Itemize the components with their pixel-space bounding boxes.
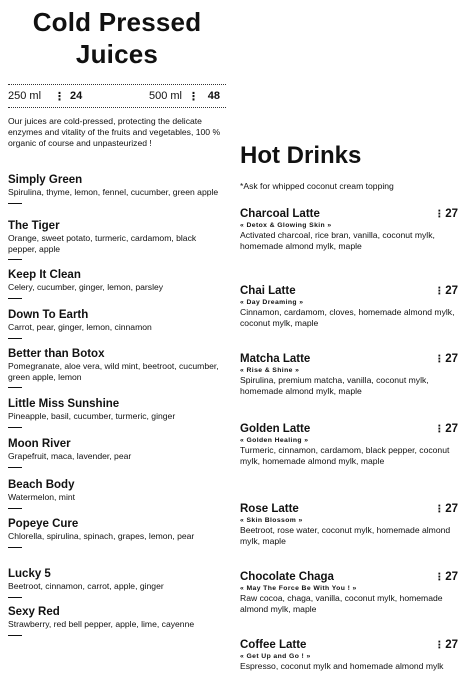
juice-item (8, 268, 226, 299)
dotted-separator: ⋮ (434, 209, 444, 220)
drink-item (240, 502, 458, 546)
drink-tagline: « Golden Healing » (240, 437, 309, 444)
drink-price: 27 (445, 571, 458, 583)
juice-item (8, 173, 226, 204)
dotted-separator: ⋮ (434, 504, 444, 515)
juice-name: Simply Green (8, 174, 83, 186)
juice-name: Beach Body (8, 479, 75, 491)
drink-price-wrap (434, 571, 458, 583)
drink-item (240, 638, 458, 672)
juice-name: Little Miss Sunshine (8, 398, 120, 410)
juice-ingredients: Orange, sweet potato, turmeric, cardamom, black pepper, apple (8, 233, 197, 254)
divider (8, 298, 22, 299)
juice-item (8, 567, 226, 598)
juice-item (8, 397, 226, 428)
divider (8, 427, 22, 428)
drink-price-wrap (434, 423, 458, 435)
dotted-separator: ⋮ (188, 90, 198, 103)
drink-item (240, 422, 458, 466)
juice-ingredients: Watermelon, mint (8, 492, 76, 502)
juices-title (8, 6, 226, 70)
juice-name: Better than Botox (8, 348, 105, 360)
juice-item (8, 478, 226, 509)
juice-ingredients: Pomegranate, aloe vera, wild mint, beetroot, cucumber, green apple, lemon (8, 361, 219, 382)
size-small: 250 ml (8, 90, 42, 102)
drink-price-wrap (434, 639, 458, 651)
divider (8, 387, 22, 388)
juice-ingredients: Beetroot, cinnamon, carrot, apple, ginger (8, 581, 164, 591)
drink-name: Charcoal Latte (240, 208, 320, 220)
size-large: 500 ml (148, 90, 182, 102)
dotted-separator: ⋮ (434, 640, 444, 651)
drink-ingredients: Beetroot, rose water, coconut mylk, homemade almond mylk, maple (240, 525, 451, 546)
drink-item (240, 207, 458, 251)
drink-item (240, 352, 458, 396)
divider (8, 635, 22, 636)
drink-name: Golden Latte (240, 423, 311, 435)
juice-name: The Tiger (8, 220, 60, 232)
juice-name: Moon River (8, 438, 71, 450)
drink-name: Rose Latte (240, 503, 299, 515)
dotted-separator: ⋮ (434, 286, 444, 297)
juice-ingredients: Chlorella, spirulina, spinach, grapes, lemon, pear (8, 531, 195, 541)
juice-ingredients: Grapefruit, maca, lavender, pear (8, 451, 132, 461)
dotted-separator: ⋮ (54, 90, 64, 103)
divider (8, 203, 22, 204)
juice-item (8, 605, 226, 636)
drink-tagline: « Get Up and Go ! » (240, 653, 311, 660)
size-price-bar (8, 84, 226, 108)
cold-pressed-juices-section (8, 6, 226, 629)
juice-name: Popeye Cure (8, 518, 79, 530)
juice-item (8, 517, 226, 548)
drink-price: 27 (445, 639, 458, 651)
divider (8, 508, 22, 509)
drink-tagline: « May The Force Be With You ! » (240, 585, 357, 592)
juice-ingredients: Pineapple, basil, cucumber, turmeric, ginger (8, 411, 176, 421)
drink-price: 27 (445, 423, 458, 435)
drink-price-wrap (434, 208, 458, 220)
drink-ingredients: Cinnamon, cardamom, cloves, homemade almond mylk, coconut mylk, maple (240, 307, 455, 328)
juice-name: Sexy Red (8, 606, 60, 618)
juice-item (8, 347, 226, 388)
divider (8, 467, 22, 468)
juice-item (8, 437, 226, 468)
price-large: 48 (207, 90, 220, 102)
juice-ingredients: Celery, cucumber, ginger, lemon, parsley (8, 282, 164, 292)
juice-name: Keep It Clean (8, 269, 81, 281)
drink-name: Matcha Latte (240, 353, 311, 365)
drink-ingredients: Espresso, coconut mylk and homemade almond mylk (240, 661, 444, 671)
drink-tagline: « Day Dreaming » (240, 299, 304, 306)
drink-price-wrap (434, 503, 458, 515)
divider (8, 259, 22, 260)
drink-ingredients: Turmeric, cinnamon, cardamom, black pepper, coconut mylk, homemade almond mylk, maple (240, 445, 450, 466)
drink-ingredients: Raw cocoa, chaga, vanilla, coconut mylk, homemade almond mylk, maple (240, 593, 443, 614)
drink-price: 27 (445, 285, 458, 297)
drink-price-wrap (434, 285, 458, 297)
juice-ingredients: Spirulina, thyme, lemon, fennel, cucumber, green apple (8, 187, 219, 197)
hot-drinks-title: Hot Drinks (240, 142, 362, 169)
juice-ingredients: Carrot, pear, ginger, lemon, cinnamon (8, 322, 152, 332)
juice-name: Down To Earth (8, 309, 89, 321)
juice-item (8, 219, 226, 260)
dotted-separator: ⋮ (434, 354, 444, 365)
drink-price-wrap (434, 353, 458, 365)
drink-item (240, 570, 458, 614)
divider (8, 338, 22, 339)
drink-tagline: « Skin Blossom » (240, 517, 303, 524)
juices-intro: Our juices are cold-pressed, protecting the delicate enzymes and vitality of the fruits and vegetables, 100 % organic of course and unpasteurized ! (8, 116, 221, 148)
dotted-separator: ⋮ (434, 572, 444, 583)
drink-ingredients: Spirulina, premium matcha, vanilla, coconut mylk, homemade almond mylk, maple (240, 375, 429, 396)
divider (8, 547, 22, 548)
juices-title-line1: Cold Pressed (32, 7, 202, 37)
divider (8, 597, 22, 598)
drink-ingredients: Activated charcoal, rice bran, vanilla, coconut mylk, homemade almond mylk, maple (240, 230, 435, 251)
drink-name: Chocolate Chaga (240, 571, 334, 583)
dotted-separator: ⋮ (434, 424, 444, 435)
drink-tagline: « Rise & Shine » (240, 367, 300, 374)
juice-name: Lucky 5 (8, 568, 51, 580)
drink-price: 27 (445, 353, 458, 365)
topping-note: *Ask for whipped coconut cream topping (240, 181, 394, 191)
juice-item (8, 308, 226, 339)
drink-name: Chai Latte (240, 285, 296, 297)
juice-ingredients: Strawberry, red bell pepper, apple, lime, cayenne (8, 619, 195, 629)
drink-item (240, 284, 458, 328)
drink-name: Coffee Latte (240, 639, 307, 651)
drink-tagline: « Detox & Glowing Skin » (240, 222, 332, 229)
drink-price: 27 (445, 503, 458, 515)
juices-title-line2: Juices (75, 39, 159, 69)
price-small: 24 (70, 90, 83, 102)
drink-price: 27 (445, 208, 458, 220)
